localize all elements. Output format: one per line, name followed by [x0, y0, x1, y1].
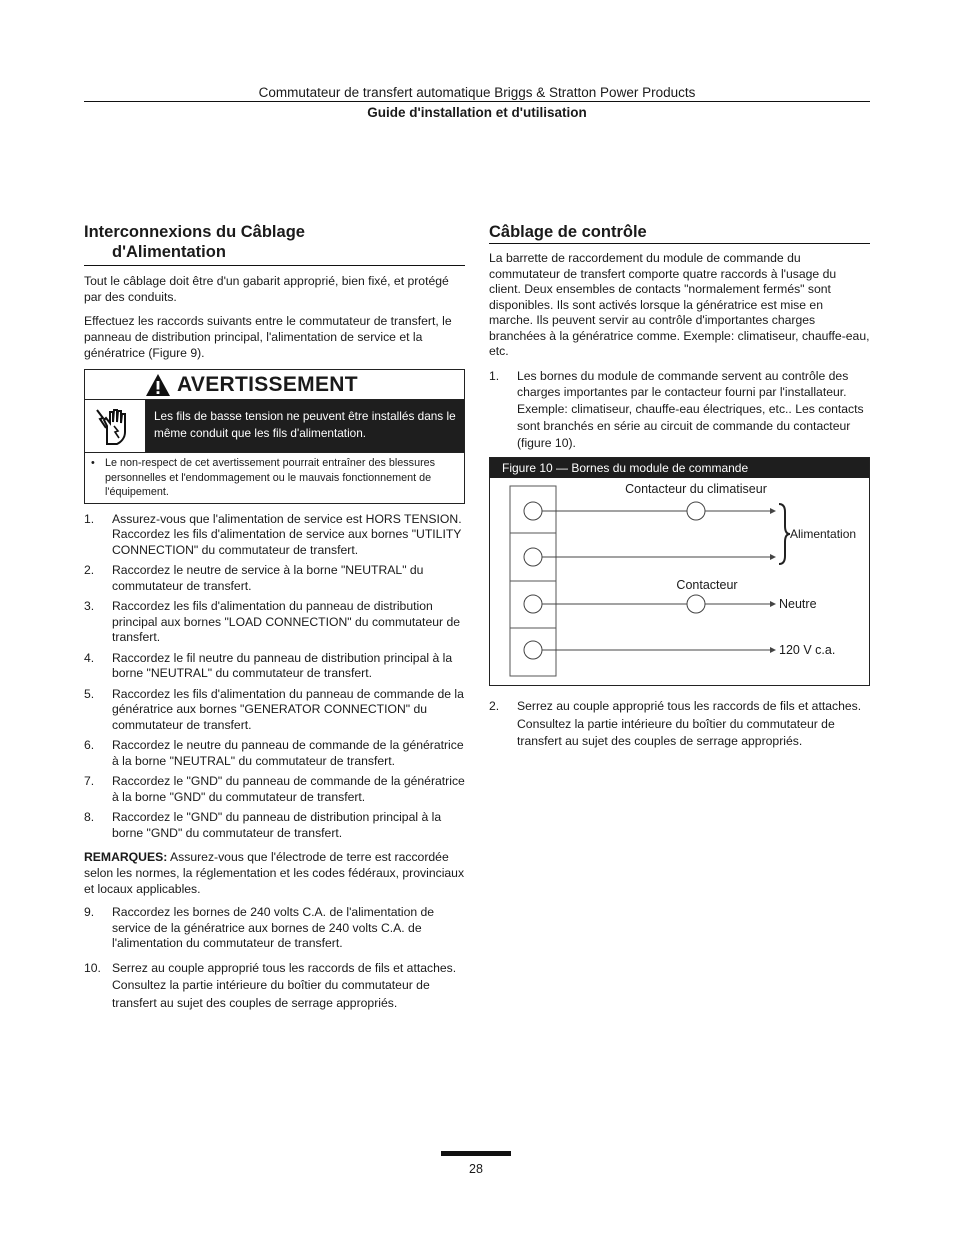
warning-title: AVERTISSEMENT	[177, 372, 358, 396]
right-intro: La barrette de raccordement du module de commande du commutateur de transfert comporte quatre raccords à l'usage du client. Deux ensembles de contacts "normalement fermés" sont disponibles. Ils sont activés lorsque la génératrice est mise en marche. Ils peuvent servir au contrôle d'importantes charges branchées à la génératrice comme. Exemple: climatiseur, chauffe-eau, etc.	[489, 251, 870, 358]
list-item: 6. Raccordez le neutre du panneau de commande de la génératrice à la borne "NEUTRAL" du commutateur de transfert.	[84, 738, 464, 768]
terminal-1	[524, 502, 542, 520]
page-header	[84, 84, 870, 121]
left-steps-2	[84, 905, 465, 1012]
list-item: 10. Serrez au couple approprié tous les raccords de fils et attaches. Consultez la partie intérieure du boîtier du commutateur de transfert au sujet des couples de serrage appropriés.	[84, 960, 457, 1010]
terminal-2	[524, 548, 542, 566]
left-heading	[84, 222, 465, 262]
list-item: 1. Assurez-vous que l'alimentation de service est HORS TENSION. Raccordez les fils d'alimentation de service aux bornes "UTILITY CONNECTION" du commutateur de transfert.	[84, 511, 462, 557]
electric-shock-hand-icon	[85, 400, 146, 452]
list-item: 4. Raccordez le fil neutre du panneau de distribution principal à la borne "NEUTRAL" du commutateur de transfert.	[84, 650, 453, 680]
left-steps	[84, 512, 465, 842]
label-120v: 120 V c.a.	[779, 643, 836, 658]
list-item: 3. Raccordez les fils d'alimentation du panneau de distribution principal aux bornes "LOAD CONNECTION" du commutateur de transfert.	[84, 599, 461, 644]
brace	[779, 504, 790, 564]
list-item: 8. Raccordez le "GND" du panneau de distribution principal à la borne "GND" du commutateur de transfert.	[84, 810, 442, 840]
warning-title-bar	[85, 370, 464, 400]
right-heading-rule	[489, 243, 870, 244]
list-item: 7. Raccordez le "GND" du panneau de commande de la génératrice à la borne "GND" du commutateur de transfert.	[84, 774, 465, 804]
figure-caption: Figure 10 — Bornes du module de commande	[490, 458, 869, 478]
list-item: 5. Raccordez les fils d'alimentation du panneau de commande de la génératrice aux bornes "GENERATOR CONNECTION" du commutateur de transfert.	[84, 686, 464, 732]
warning-triangle-icon	[145, 373, 171, 397]
page-number: 28	[469, 1162, 483, 1176]
remark-label: REMARQUES:	[84, 850, 168, 864]
header-subtitle: Guide d'installation et d'utilisation	[367, 105, 587, 120]
left-heading-line2: d'Alimentation	[112, 243, 226, 261]
left-heading-rule	[84, 265, 465, 266]
footer-bar	[441, 1151, 511, 1156]
bullet-icon: •	[91, 457, 95, 469]
terminal-3	[524, 595, 542, 613]
header-rule	[84, 101, 870, 102]
left-heading-line1: Interconnexions du Câblage	[84, 223, 305, 241]
remark-text: Assurez-vous que l'électrode de terre est raccordée selon les normes, la réglementation et les codes fédéraux, provinciaux et locaux applicables.	[84, 850, 465, 896]
right-steps-2	[489, 698, 870, 750]
contactor-coil	[687, 595, 705, 613]
label-contactor: Contacteur	[676, 578, 738, 593]
list-item: 2. Serrez au couple approprié tous les raccords de fils et attaches. Consultez la partie intérieure du boîtier du commutateur de transfert au sujet des couples de serrage appropriés.	[489, 699, 862, 748]
ac-contactor-coil	[687, 502, 705, 520]
terminal-4	[524, 641, 542, 659]
header-title: Commutateur de transfert automatique Briggs & Stratton Power Products	[258, 85, 696, 100]
list-item: 9. Raccordez les bornes de 240 volts C.A. de l'alimentation de service de la génératrice aux bornes de 240 volts C.A. de l'alimentation du commutateur de transfert.	[84, 905, 435, 950]
list-item: 1. Les bornes du module de commande servent au contrôle des charges importantes par le contacteur fourni par l'installateur. Exemple: climatiseur, chauffe-eau électriques, etc.. Les contacts sont branchés en série au circuit de commande du contacteur (figure 10).	[489, 368, 864, 450]
right-steps	[489, 368, 870, 452]
control-module-diagram	[490, 478, 869, 685]
right-heading: Câblage de contrôle	[489, 223, 647, 241]
right-column	[489, 222, 870, 755]
warning-band	[85, 400, 464, 452]
left-column	[84, 222, 465, 1017]
left-intro-1: Tout le câblage doit être d'un gabarit approprié, bien fixé, et protégé par des conduits.	[84, 274, 449, 304]
list-item: 2. Raccordez le neutre de service à la borne "NEUTRAL" du commutateur de transfert.	[84, 563, 424, 593]
warning-bullet	[85, 452, 464, 503]
figure-10	[489, 457, 870, 686]
warning-bullet-text: Le non-respect de cet avertissement pourrait entraîner des blessures personnelles et l'endommagement ou le mauvais fonctionnement de l'équipement.	[105, 457, 436, 498]
label-ac-contactor: Contacteur du climatiseur	[625, 482, 767, 497]
remark-paragraph	[84, 849, 465, 897]
label-power: Alimentation	[790, 527, 857, 542]
label-neutral: Neutre	[779, 597, 817, 612]
left-intro-2: Effectuez les raccords suivants entre le commutateur de transfert, le panneau de distribution principal, l'alimentation de service et la génératrice (Figure 9).	[84, 314, 452, 360]
warning-box	[84, 369, 465, 504]
warning-message: Les fils de basse tension ne peuvent être installés dans le même conduit que les fils d'alimentation.	[146, 400, 464, 452]
